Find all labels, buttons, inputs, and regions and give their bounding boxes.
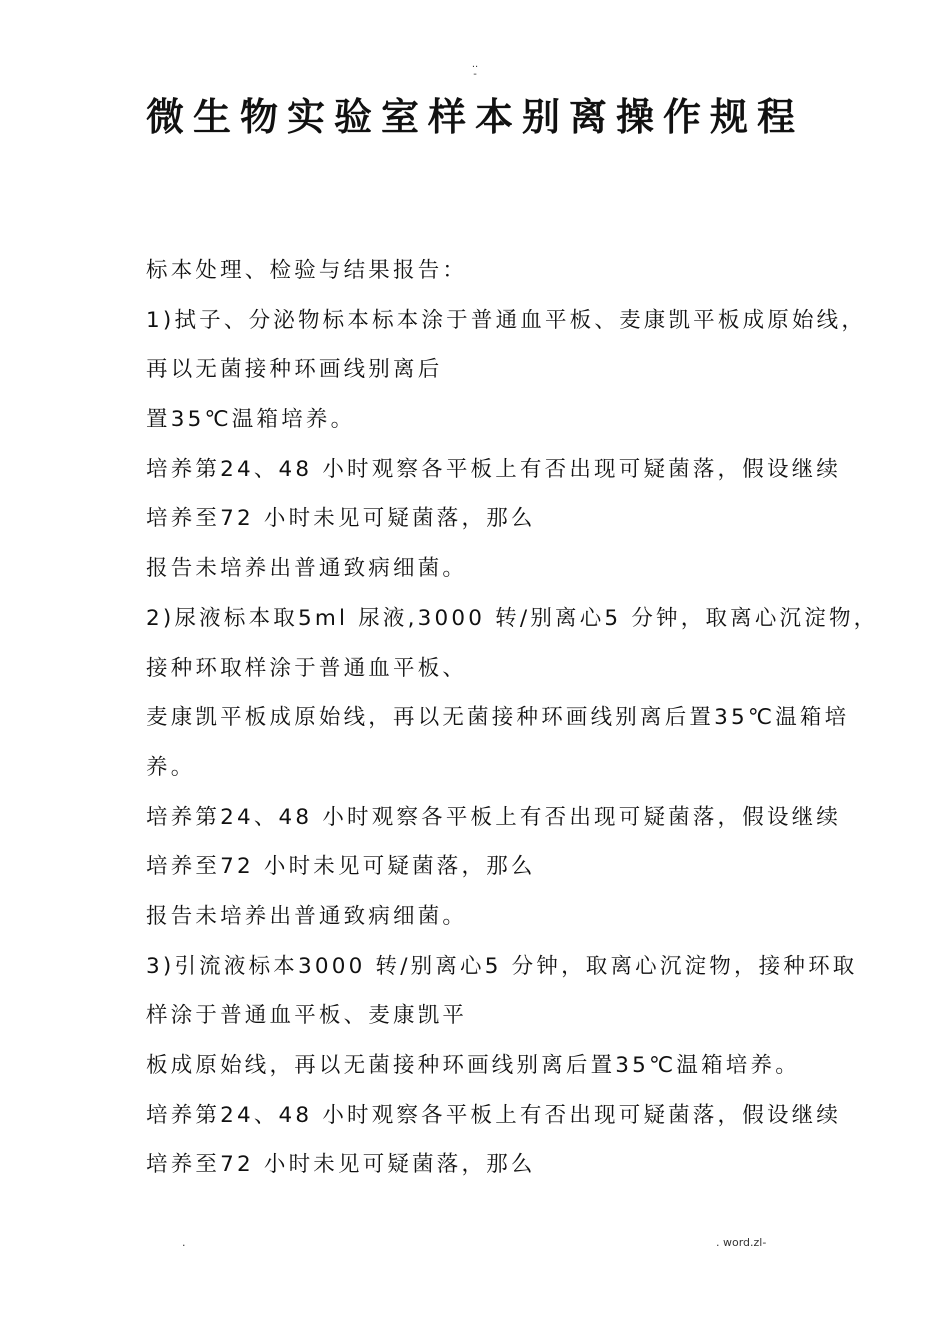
body-line: 培养至72 小时未见可疑菌落，那么 bbox=[146, 1152, 536, 1178]
body-line: 麦康凯平板成原始线，再以无菌接种环画线别离后置35℃温箱培 bbox=[146, 705, 850, 731]
body-line: 板成原始线，再以无菌接种环画线别离后置35℃温箱培养。 bbox=[146, 1053, 800, 1078]
body-line: 2)尿液标本取5ml 尿液,3000 转/别离心5 分钟，取离心沉淀物， bbox=[146, 605, 879, 631]
header-mark-bottom: - bbox=[473, 69, 477, 80]
footer-right: . word.zl- bbox=[716, 1236, 767, 1249]
header-mark bbox=[0, 60, 950, 80]
body-line: 培养至72 小时未见可疑菌落，那么 bbox=[146, 506, 536, 532]
body-line: 标本处理、检验与结果报告： bbox=[146, 258, 468, 283]
body-line: 养。 bbox=[146, 754, 196, 780]
body-line: 再以无菌接种环画线别离后 bbox=[146, 357, 443, 383]
body-line: 培养至72 小时未见可疑菌落，那么 bbox=[146, 854, 536, 880]
body-line: 接种环取样涂于普通血平板、 bbox=[146, 655, 468, 681]
body-line: 培养第24、48 小时观察各平板上有否出现可疑菌落，假设继续 bbox=[146, 1102, 842, 1128]
body-line: 培养第24、48 小时观察各平板上有否出现可疑菌落，假设继续 bbox=[146, 456, 842, 482]
body-line: 样涂于普通血平板、麦康凯平 bbox=[146, 1003, 468, 1029]
body-line: 置35℃温箱培养。 bbox=[146, 407, 356, 433]
document-body bbox=[146, 246, 879, 1190]
body-line: 1)拭子、分泌物标本标本涂于普通血平板、麦康凯平板成原始线， bbox=[146, 307, 867, 333]
document-title: 微生物实验室样本别离操作规程 bbox=[145, 95, 804, 139]
header-mark-top: .. bbox=[471, 59, 479, 70]
body-line: 培养第24、48 小时观察各平板上有否出现可疑菌落，假设继续 bbox=[146, 804, 842, 830]
footer-left: . bbox=[182, 1236, 186, 1249]
body-line: 报告未培养出普通致病细菌。 bbox=[146, 556, 468, 582]
body-line: 报告未培养出普通致病细菌。 bbox=[146, 903, 468, 929]
body-line: 3)引流液标本3000 转/别离心5 分钟，取离心沉淀物，接种环取 bbox=[146, 953, 858, 979]
